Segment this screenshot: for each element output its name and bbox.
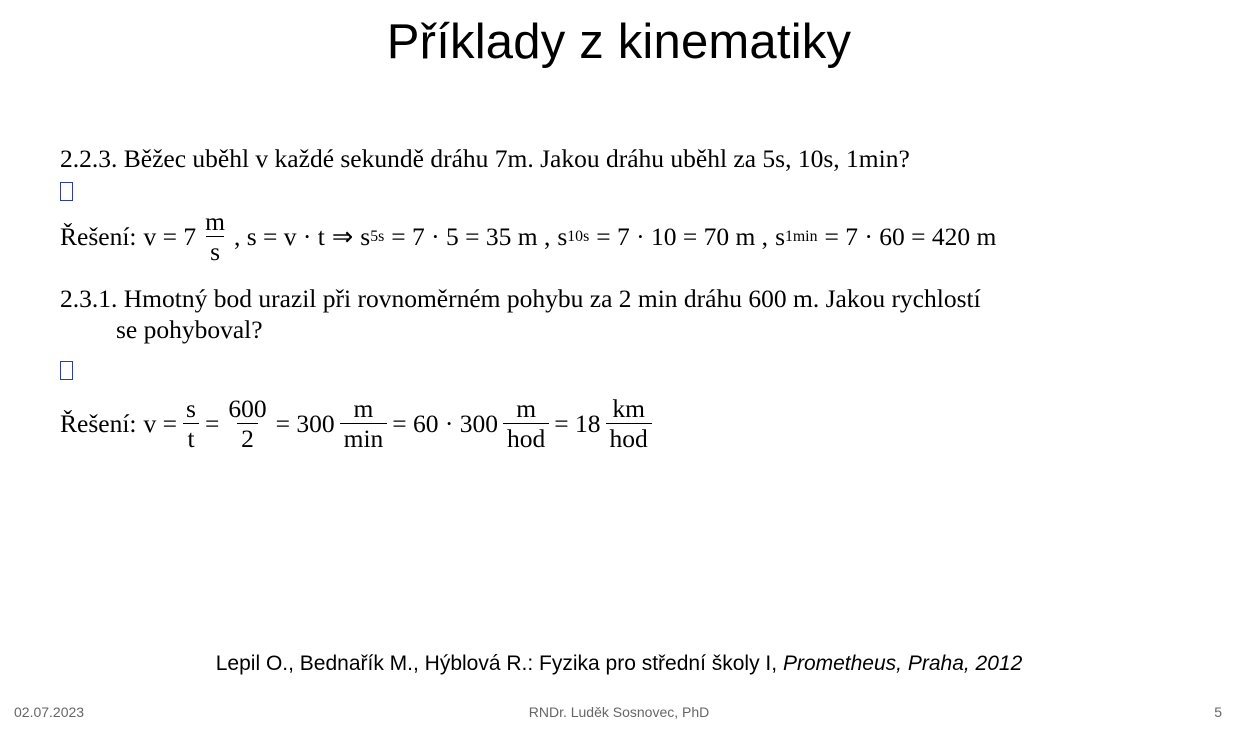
eq2-fraction-km-hod <box>606 395 652 452</box>
eq1-s1min-sub: 1min <box>785 227 818 245</box>
empty-bullet-2 <box>60 353 1190 387</box>
eq2-frac4-numerator: m <box>516 394 537 424</box>
slide-footer <box>0 704 1238 726</box>
eq2-frac5-numerator: km <box>612 394 645 424</box>
eq2-v-lead: v = <box>143 409 178 439</box>
citation-plain: Lepil O., Bednařík M., Hýblová R.: Fyzika pro střední školy I, <box>215 652 778 675</box>
eq2-frac1-denominator: t <box>183 423 198 452</box>
eq2-frac3-denominator: min <box>340 423 388 452</box>
empty-bullet-1 <box>60 174 1190 208</box>
eq1-s1min-label: s <box>775 221 785 251</box>
source-citation <box>0 652 1238 676</box>
eq1-frac-denominator: s <box>206 236 224 265</box>
eq1-v-lead: v = 7 <box>143 221 197 251</box>
eq1-s10s-sub: 10s <box>567 227 590 245</box>
eq1-s10s-value: = 7 · 10 = 70 m , <box>596 221 769 251</box>
citation-italic: Prometheus, Praha, 2012 <box>777 652 1023 675</box>
eq2-fraction-600-2 <box>224 395 270 452</box>
problem-2-solution <box>60 395 1190 452</box>
eq1-s10s-label: s <box>557 221 568 251</box>
footer-date: 02.07.2023 <box>14 704 85 720</box>
slide-body <box>60 143 1190 452</box>
eq2-fraction-s-t <box>182 395 200 452</box>
problem-1-solution <box>60 208 1190 265</box>
eq2-fraction-m-hod <box>503 395 549 452</box>
eq2-equals-1: = <box>204 409 220 439</box>
problem-1-statement: 2.2.3. Běžec uběhl v každé sekundě dráhu 7m. Jakou dráhu uběhl za 5s, 10s, 1min? <box>60 144 910 173</box>
eq1-rest: , s = v · t <box>233 221 325 251</box>
solution-2-label: Řešení: <box>60 409 137 439</box>
eq2-fraction-m-min <box>340 395 388 452</box>
missing-glyph-icon <box>60 182 73 201</box>
eq2-equals-3: = 60 · 300 <box>392 409 499 439</box>
page-title: Příklady z kinematiky <box>386 15 852 69</box>
eq2-frac3-numerator: m <box>353 394 374 424</box>
eq2-frac2-numerator: 600 <box>228 394 267 424</box>
problem-2-statement-line1: 2.3.1. Hmotný bod urazil při rovnoměrném pohybu za 2 min dráhu 600 m. Jakou rychlostí <box>60 284 981 314</box>
eq2-frac2-denominator: 2 <box>237 423 258 452</box>
eq1-s1min-value: = 7 · 60 = 420 m <box>824 221 997 251</box>
eq1-arrow: ⇒ <box>331 221 354 251</box>
footer-author: RNDr. Luděk Sosnovec, PhD <box>528 704 710 720</box>
eq1-fraction-m-s <box>201 208 229 265</box>
eq2-frac4-denominator: hod <box>503 423 549 452</box>
eq2-frac1-numerator: s <box>186 394 196 424</box>
eq1-s5s-value: = 7 · 5 = 35 m , <box>391 221 551 251</box>
eq2-frac5-denominator: hod <box>606 423 652 452</box>
eq1-frac-numerator: m <box>205 207 225 237</box>
eq1-s5s-label: s <box>360 221 371 251</box>
eq2-equals-4: = 18 <box>554 409 601 439</box>
solution-1-label: Řešení: <box>60 221 137 251</box>
eq2-equals-2: = 300 <box>275 409 335 439</box>
missing-glyph-icon-2 <box>60 361 73 380</box>
footer-page-number: 5 <box>1214 704 1222 720</box>
problem-2-statement-line2: se pohyboval? <box>116 315 263 345</box>
eq1-s5s-sub: 5s <box>370 227 385 245</box>
